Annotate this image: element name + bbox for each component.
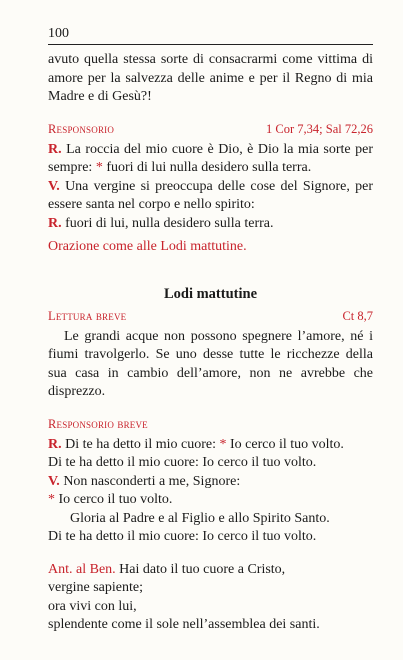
r-mark: R. (48, 141, 62, 157)
r2-text: fuori di lui, nulla desidero sulla terra. (65, 215, 274, 231)
rb-line2: Di te ha detto il mio cuore: Io cerco il tuo volto. (48, 455, 317, 470)
r1-text-b: fuori di lui nulla desidero sulla terra. (106, 160, 312, 175)
antifona-line4: splendente come il sole nell’assemblea dei santi. (48, 617, 320, 632)
responsorio-heading: Responsorio (48, 121, 115, 136)
r1-text-a: La roccia del mio cuore è Dio, è Dio la mia sorte per sempre: (48, 141, 374, 175)
page-number: 100 (48, 26, 69, 41)
orazione-note: Orazione come alle Lodi mattutine. (48, 239, 247, 254)
rb-r1-text-a: Di te ha detto il mio cuore: (65, 436, 216, 452)
star-mark: * (48, 492, 55, 507)
r-mark: R. (48, 436, 62, 452)
responsorio-r2 (48, 215, 373, 234)
header-rule (48, 44, 373, 45)
responsorio-v (48, 178, 373, 215)
responsorio-r1 (48, 141, 373, 178)
antifona-line2: vergine sapiente; (48, 580, 143, 595)
responsorio-breve-header (48, 416, 373, 432)
section-title: Lodi mattutine (163, 285, 258, 302)
rb-v (48, 473, 373, 492)
intro-paragraph: avuto quella stessa sorte di consacrarmi come vittima di amore per la salvezza delle anime e per il Regno di mia Madre e di Gesù?! (48, 52, 373, 104)
lettura-header (48, 308, 373, 324)
lettura-heading: Lettura breve (48, 308, 127, 323)
star-mark: * (95, 160, 103, 175)
rb-gloria: Gloria al Padre e al Figlio e allo Spirito Santo. (70, 510, 330, 526)
antifona-label: Ant. al Ben. (48, 561, 116, 577)
responsorio-header (48, 121, 373, 137)
page (48, 26, 373, 635)
rb-last: Di te ha detto il mio cuore: Io cerco il tuo volto. (48, 529, 317, 544)
responsorio-reference: 1 Cor 7,34; Sal 72,26 (266, 121, 373, 136)
lettura-reference: Ct 8,7 (342, 308, 373, 323)
rb-v-b (48, 491, 373, 510)
v-mark: V. (48, 178, 60, 194)
rb-r1 (48, 436, 373, 455)
r-mark: R. (48, 215, 62, 231)
v-text: Una vergine si preoccupa delle cose del Signore, per essere santa nel corpo e nello spirito: (48, 178, 373, 212)
rb-v-text: Non nasconderti a me, Signore: (63, 473, 241, 489)
rb-v-text-b: Io cerco il tuo volto. (58, 492, 173, 507)
antifona-line1 (48, 561, 373, 580)
v-mark: V. (48, 473, 60, 489)
star-mark: * (219, 436, 227, 452)
responsorio-breve-heading: Responsorio breve (48, 416, 148, 431)
antifona-line3: ora vivi con lui, (48, 598, 137, 614)
rb-r1-text-b: Io cerco il tuo volto. (229, 436, 344, 452)
antifona-text-1: Hai dato il tuo cuore a Cristo, (119, 561, 286, 577)
lettura-text: Le grandi acque non possono spegnere l’amore, né i fiumi travolgerlo. Se uno desse tutte le ricchezze della sua casa in cambio dell’amore, non ne avrebbe che disprezzo. (48, 328, 373, 399)
